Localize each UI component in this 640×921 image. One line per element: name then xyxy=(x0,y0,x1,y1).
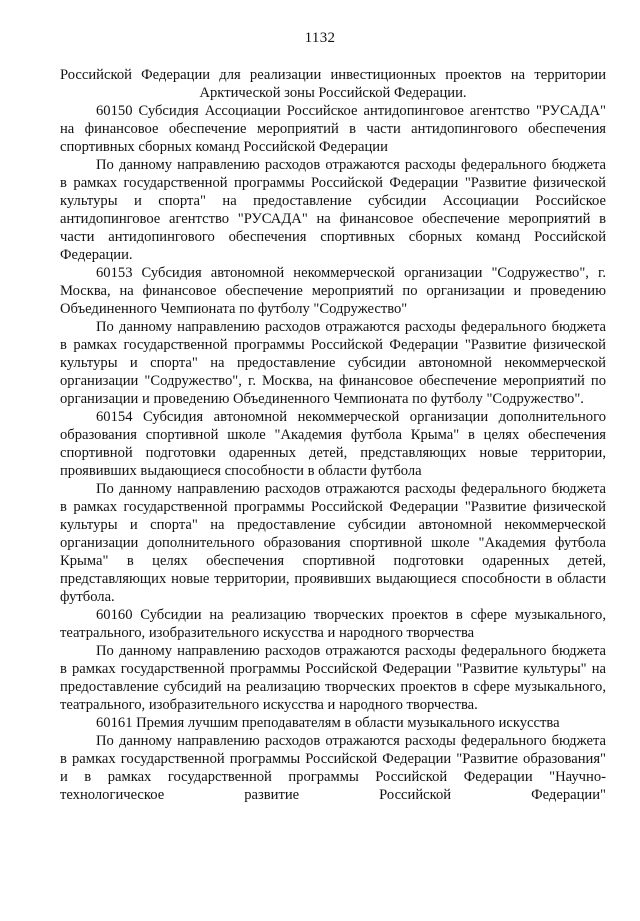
paragraph-body-60161: По данному направлению расходов отражаются расходы федерального бюджета в рамках государственной программы Российской Федерации "Развитие образования" и в рамках государственной программы Российской Федерации "Научно-технологическое развитие Российской Федерации" xyxy=(60,733,606,803)
paragraph-body-60150: По данному направлению расходов отражаются расходы федерального бюджета в рамках государственной программы Российской Федерации "Развитие физической культуры и спорта" на предоставление субсидии Ассоциации Российское антидопинговое агентство "РУСАДА" на финансовое обеспечение мероприятий в части антидопингового обеспечения спортивных сборных команд Российской Федерации. xyxy=(60,157,606,263)
paragraph-heading-60150: 60150 Субсидия Ассоциации Российское антидопинговое агентство "РУСАДА" на финансовое обеспечение мероприятий в части антидопингового обеспечения спортивных сборных команд Российской Федерации xyxy=(60,103,606,155)
paragraph-continuation-end: Арктической зоны Российской Федерации. xyxy=(199,85,467,101)
paragraph-body-60160: По данному направлению расходов отражаются расходы федерального бюджета в рамках государственной программы Российской Федерации "Развитие культуры" на предоставление субсидий на реализацию творческих проектов в сфере музыкального, театрального, изобразительного искусства и народного творчества. xyxy=(60,643,606,713)
document-body xyxy=(60,66,606,804)
paragraph-continuation: Российской Федерации для реализации инвестиционных проектов на территории xyxy=(60,67,606,83)
paragraph-body-60154: По данному направлению расходов отражаются расходы федерального бюджета в рамках государственной программы Российской Федерации "Развитие физической культуры и спорта" на предоставление субсидии автономной некоммерческой организации дополнительного образования спортивной школе "Академия футбола Крыма" в целях обеспечения спортивной подготовки одаренных детей, представляющих новые территории, проявивших выдающиеся способности в области футбола. xyxy=(60,481,606,605)
paragraph-heading-60153: 60153 Субсидия автономной некоммерческой организации "Содружество", г. Москва, на финансовое обеспечение мероприятий по организации и проведению Объединенного Чемпионата по футболу "Содружество" xyxy=(60,265,606,317)
paragraph-heading-60161: 60161 Премия лучшим преподавателям в области музыкального искусства xyxy=(96,715,560,731)
paragraph-body-60153: По данному направлению расходов отражаются расходы федерального бюджета в рамках государственной программы Российской Федерации "Развитие физической культуры и спорта" на предоставление субсидии автономной некоммерческой организации "Содружество", г. Москва, на финансовое обеспечение мероприятий по организации и проведению Объединенного Чемпионата по футболу "Содружество". xyxy=(60,319,606,407)
paragraph-heading-60160: 60160 Субсидии на реализацию творческих проектов в сфере музыкального, театрального, изобразительного искусства и народного творчества xyxy=(60,607,606,641)
paragraph-heading-60154: 60154 Субсидия автономной некоммерческой организации дополнительного образования спортивной школе "Академия футбола Крыма" в целях обеспечения спортивной подготовки одаренных детей, представляющих новые территории, проявивших выдающиеся способности в области футбола xyxy=(60,409,606,479)
page-number: 1132 xyxy=(304,30,336,46)
